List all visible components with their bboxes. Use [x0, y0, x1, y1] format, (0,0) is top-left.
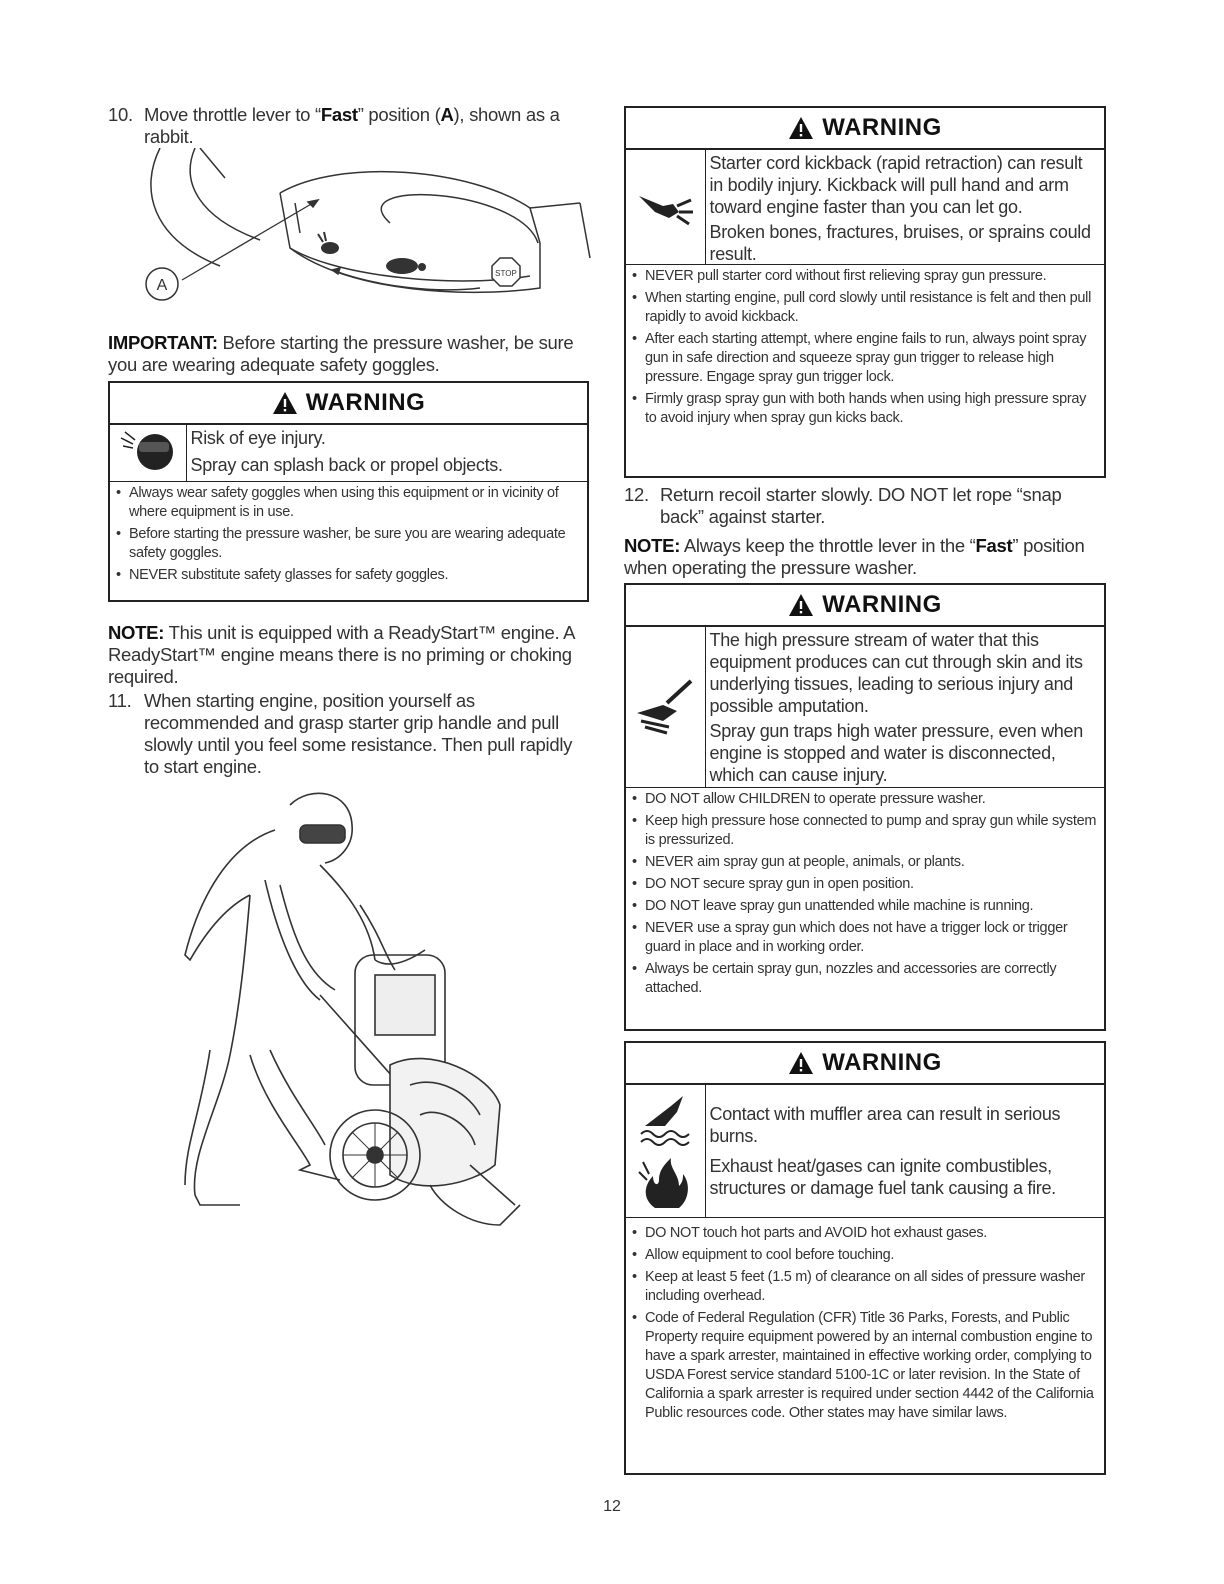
warning-message: Risk of eye injury. — [190, 428, 326, 448]
high-pressure-injection-icon — [626, 627, 706, 787]
warning-message: Broken bones, fractures, bruises, or sprains could result. — [709, 222, 1091, 264]
warning-box-muffler — [624, 1041, 1106, 1475]
svg-text:STOP: STOP — [495, 269, 517, 278]
step-12 — [624, 484, 1106, 528]
warning-triangle-icon — [788, 116, 814, 140]
step-number: 12. — [624, 484, 649, 505]
step-text: Move throttle lever to “Fast” position (A), shown as a rabbit. — [144, 104, 560, 147]
list-item: • After each starting attempt, where engine fails to run, always point spray gun in safe direction and squeeze spray gun trigger to release high pressure. Engage spray gun trigger lock. — [632, 330, 1098, 387]
safety-goggles-icon — [110, 425, 187, 481]
list-item: • DO NOT touch hot parts and AVOID hot exhaust gases. — [632, 1224, 1098, 1243]
turtle-icon — [386, 258, 426, 274]
rabbit-icon — [318, 232, 339, 254]
list-item: • NEVER substitute safety glasses for safety goggles. — [116, 566, 581, 585]
hand-kickback-icon — [626, 150, 706, 264]
warning-box-eye-injury — [108, 381, 589, 602]
warning-box-high-pressure — [624, 583, 1106, 1031]
hot-surface-icon — [635, 1092, 695, 1148]
list-item: • Keep high pressure hose connected to pump and spray gun while system is pressurized. — [632, 812, 1098, 850]
warning-triangle-icon — [788, 593, 814, 617]
step-text: Return recoil starter slowly. DO NOT let rope “snap back” against starter. — [660, 484, 1062, 527]
warning-bullet-list — [626, 788, 1104, 1005]
list-item: • NEVER pull starter cord without first relieving spray gun pressure. — [632, 267, 1098, 286]
step-number: 10. — [108, 104, 133, 125]
list-item: • Allow equipment to cool before touching. — [632, 1246, 1098, 1265]
note-readystart: NOTE: This unit is equipped with a ReadyStart™ engine. A ReadyStart™ engine means there is no priming or choking required. — [108, 622, 575, 687]
list-item: • Before starting the pressure washer, be sure you are wearing adequate safety goggles. — [116, 525, 581, 563]
warning-header: WARNING — [626, 1043, 1104, 1085]
warning-message: Spray can splash back or propel objects. — [190, 455, 503, 475]
warning-bullet-list — [626, 265, 1104, 435]
list-item: • DO NOT leave spray gun unattended while machine is running. — [632, 897, 1098, 916]
list-item: • Code of Federal Regulation (CFR) Title 36 Parks, Forests, and Public Property require equipment powered by an internal combustion engine to have a spark arrester, maintained in effective working order, complying to USDA Forest service standard 5100-1C or later revision. In the State of California a spark arrester is required under section 4442 of the California Public resources code. Other states may have similar laws. — [632, 1309, 1098, 1423]
fire-icon — [635, 1154, 695, 1210]
list-item: • Always be certain spray gun, nozzles and accessories are correctly attached. — [632, 960, 1098, 998]
warning-header: WARNING — [626, 585, 1104, 627]
warning-box-kickback — [624, 106, 1106, 478]
callout-a: A — [156, 277, 168, 294]
list-item: • NEVER use a spray gun which does not have a trigger lock or trigger guard in place and in working order. — [632, 919, 1098, 957]
important-note: IMPORTANT: Before starting the pressure washer, be sure you are wearing adequate safety goggles. — [108, 332, 574, 375]
warning-message: The high pressure stream of water that this equipment produces can cut through skin and its underlying tissues, leading to serious injury and possible amputation. — [709, 630, 1083, 716]
stop-icon — [492, 258, 520, 286]
step-11 — [108, 690, 578, 778]
warning-message: Contact with muffler area can result in serious burns. — [709, 1104, 1061, 1146]
warning-message: Starter cord kickback (rapid retraction) can result in bodily injury. Kickback will pull hand and arm toward engine faster than you can let go. — [709, 153, 1083, 217]
list-item: • When starting engine, pull cord slowly until resistance is felt and then pull rapidly to avoid kickback. — [632, 289, 1098, 327]
list-item: • Always wear safety goggles when using this equipment or in vicinity of where equipment is in use. — [116, 484, 581, 522]
warning-bullet-list — [110, 482, 587, 592]
warning-bullet-list — [626, 1218, 1104, 1430]
warning-header: WARNING — [626, 108, 1104, 150]
step-number: 11. — [108, 690, 132, 711]
page-number: 12 — [603, 1498, 621, 1515]
list-item: • DO NOT allow CHILDREN to operate pressure washer. — [632, 790, 1098, 809]
list-item: • DO NOT secure spray gun in open position. — [632, 875, 1098, 894]
note-throttle-fast: NOTE: Always keep the throttle lever in the “Fast” position when operating the pressure washer. — [624, 535, 1085, 578]
list-item: • Firmly grasp spray gun with both hands when using high pressure spray to avoid injury when spray gun kicks back. — [632, 390, 1098, 428]
throttle-lever-illustration — [140, 148, 600, 318]
warning-triangle-icon — [788, 1051, 814, 1075]
warning-header: WARNING — [110, 383, 587, 425]
starting-engine-illustration — [170, 785, 550, 1275]
list-item: • NEVER aim spray gun at people, animals, or plants. — [632, 853, 1098, 872]
step-text: When starting engine, position yourself as recommended and grasp starter grip handle and pull slowly until you feel some resistance. Then pull rapidly to start engine. — [144, 690, 573, 777]
list-item: • Keep at least 5 feet (1.5 m) of clearance on all sides of pressure washer including overhead. — [632, 1268, 1098, 1306]
warning-triangle-icon — [272, 391, 298, 415]
step-10 — [108, 104, 578, 148]
warning-message: Exhaust heat/gases can ignite combustibles, structures or damage fuel tank causing a fire. — [709, 1156, 1056, 1198]
warning-message: Spray gun traps high water pressure, even when engine is stopped and water is disconnected, which can cause injury. — [709, 721, 1083, 785]
